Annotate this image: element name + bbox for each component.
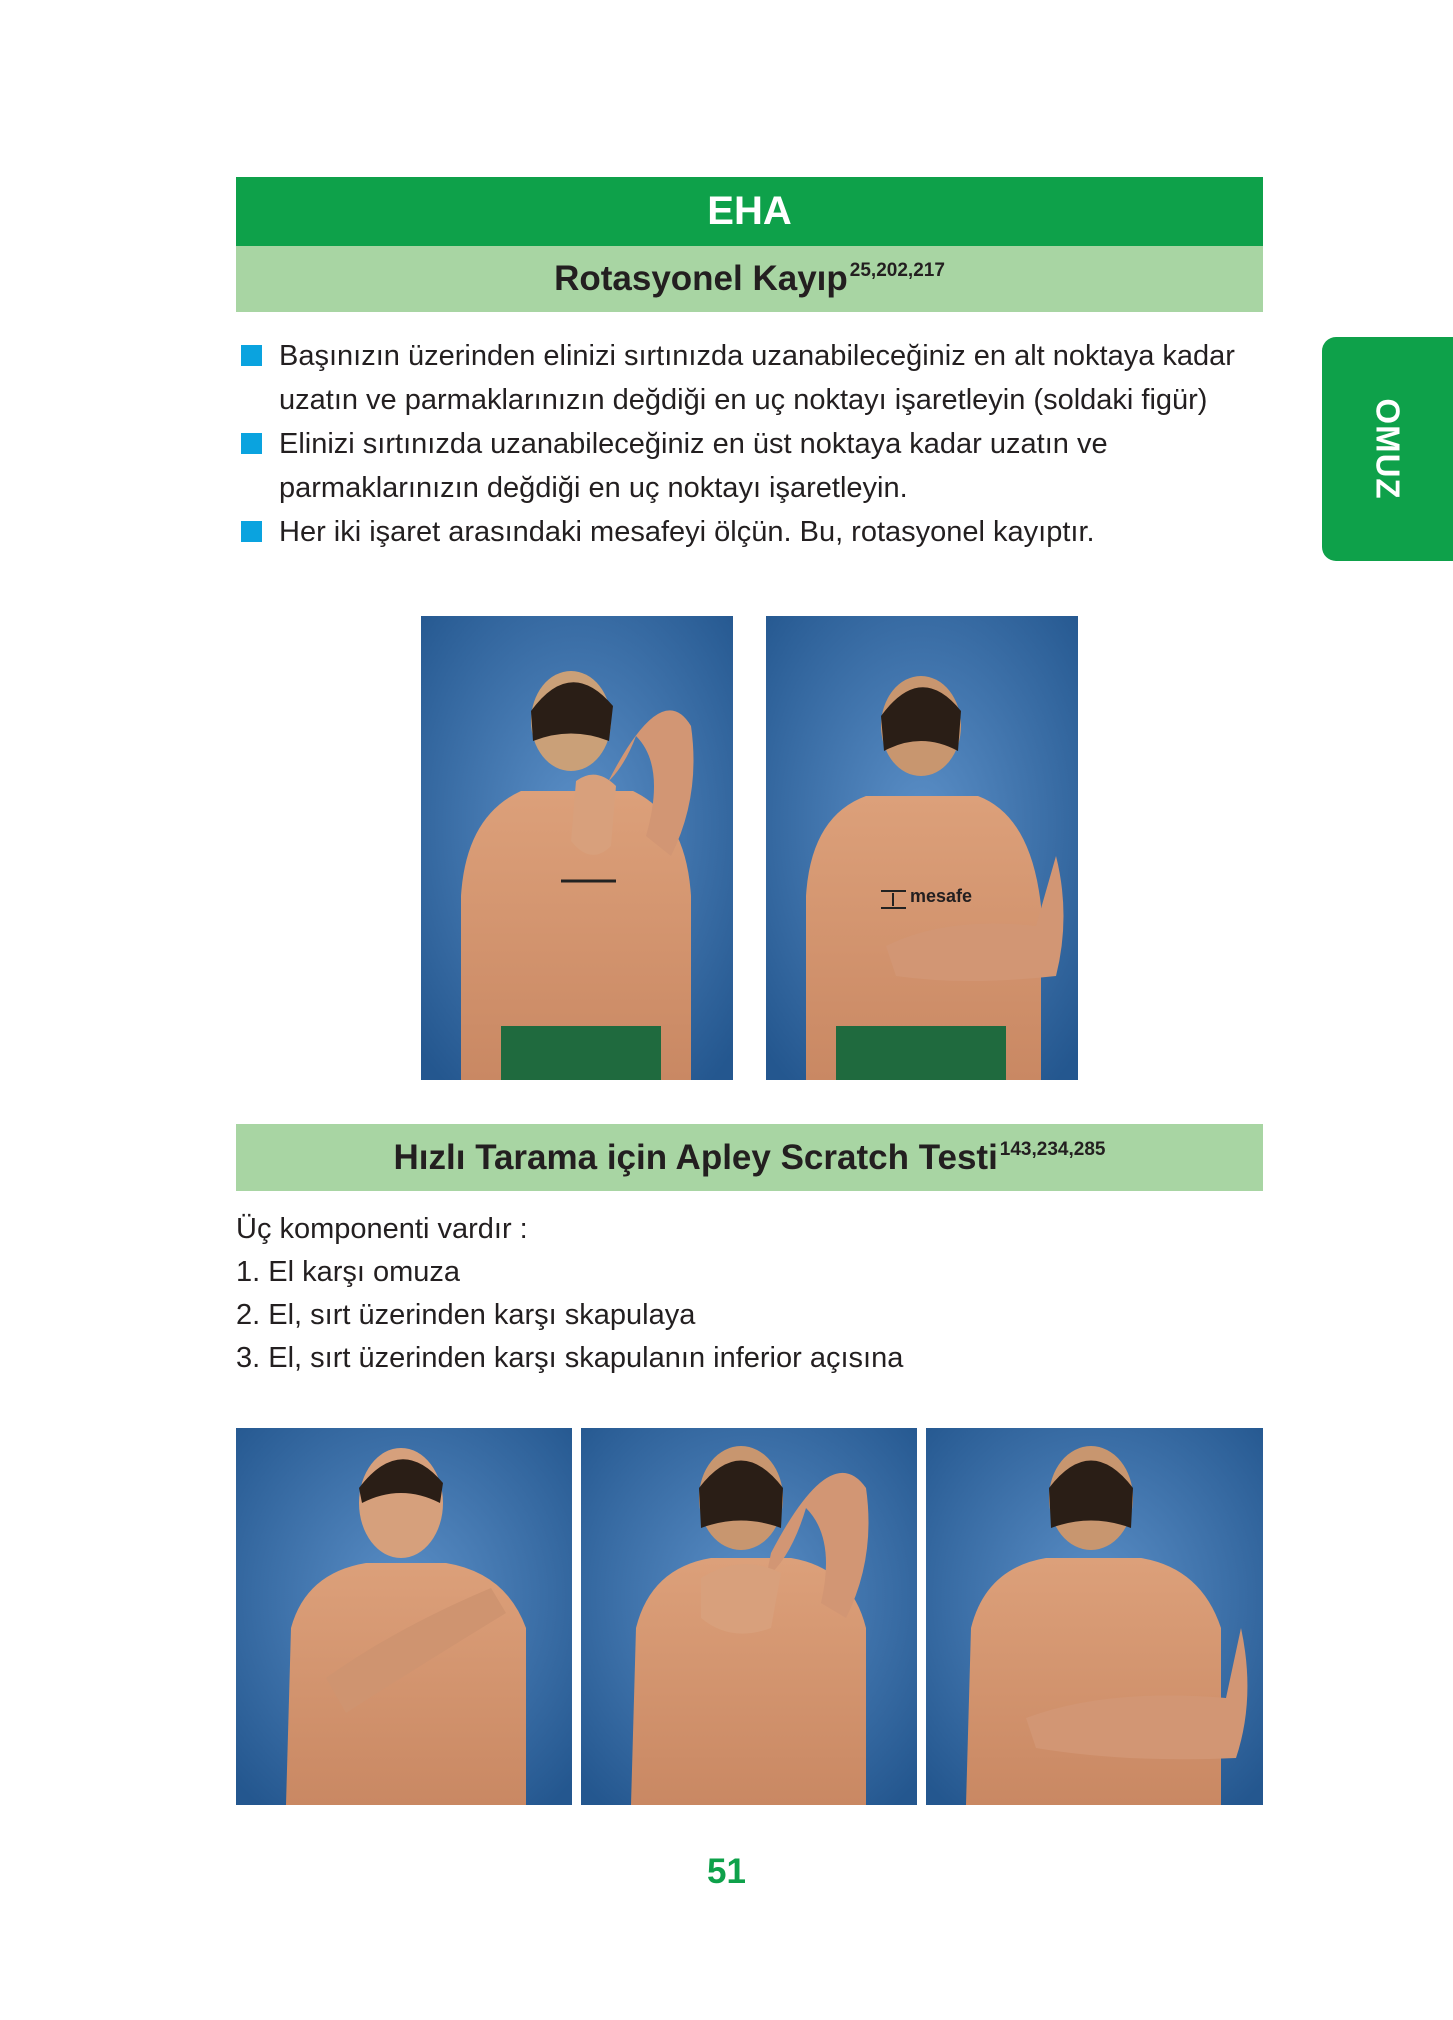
subheader-refs: 143,234,285 (999, 1138, 1106, 1160)
photo-reach-up (766, 616, 1078, 1080)
list-item: 3. El, sırt üzerinden karşı skapulanın inferior açısına (236, 1342, 904, 1374)
intro-text: Üç komponenti vardır : (236, 1213, 528, 1245)
side-tab-label: OMUZ (1369, 398, 1407, 500)
list-item: Başınızın üzerinden elinizi sırtınızda uzanabileceğiniz en alt noktaya kadar uzatın ve parmaklarınızın değdiği en uç noktayı işaretleyin (soldaki figür) (236, 334, 1266, 422)
subheader-apley-scratch (236, 1124, 1263, 1191)
bullet-square-icon (241, 345, 262, 366)
mesafe-label: mesafe (910, 886, 973, 906)
photo-hand-opposite-scapula (581, 1428, 917, 1805)
subheader-rotational-loss (236, 246, 1263, 312)
list-item: 1. El karşı omuza (236, 1256, 461, 1288)
photo-hand-opposite-shoulder (236, 1428, 572, 1805)
list-item: Elinizi sırtınızda uzanabileceğiniz en üst noktaya kadar uzatın ve parmaklarınızın değdiği en uç noktayı işaretleyin. (236, 422, 1266, 510)
subheader-title: Rotasyonel Kayıp (554, 259, 848, 298)
list-item: 2. El, sırt üzerinden karşı skapulaya (236, 1299, 696, 1331)
subheader-refs: 25,202,217 (849, 260, 945, 281)
bullet-square-icon (241, 433, 262, 454)
side-tab-omuz (1322, 337, 1453, 561)
page-number: 51 (707, 1852, 746, 1891)
header-title: EHA (707, 189, 792, 233)
photo-reach-down (421, 616, 733, 1080)
bullet-square-icon (241, 521, 262, 542)
list-item: Her iki işaret arasındaki mesafeyi ölçün. Bu, rotasyonel kayıptır. (236, 510, 1266, 554)
instruction-list (236, 334, 1266, 554)
subheader-title: Hızlı Tarama için Apley Scratch Testi (393, 1137, 998, 1177)
apley-intro (236, 1208, 903, 1380)
photo-hand-inferior-angle (926, 1428, 1263, 1805)
section-header-eha (236, 177, 1263, 246)
